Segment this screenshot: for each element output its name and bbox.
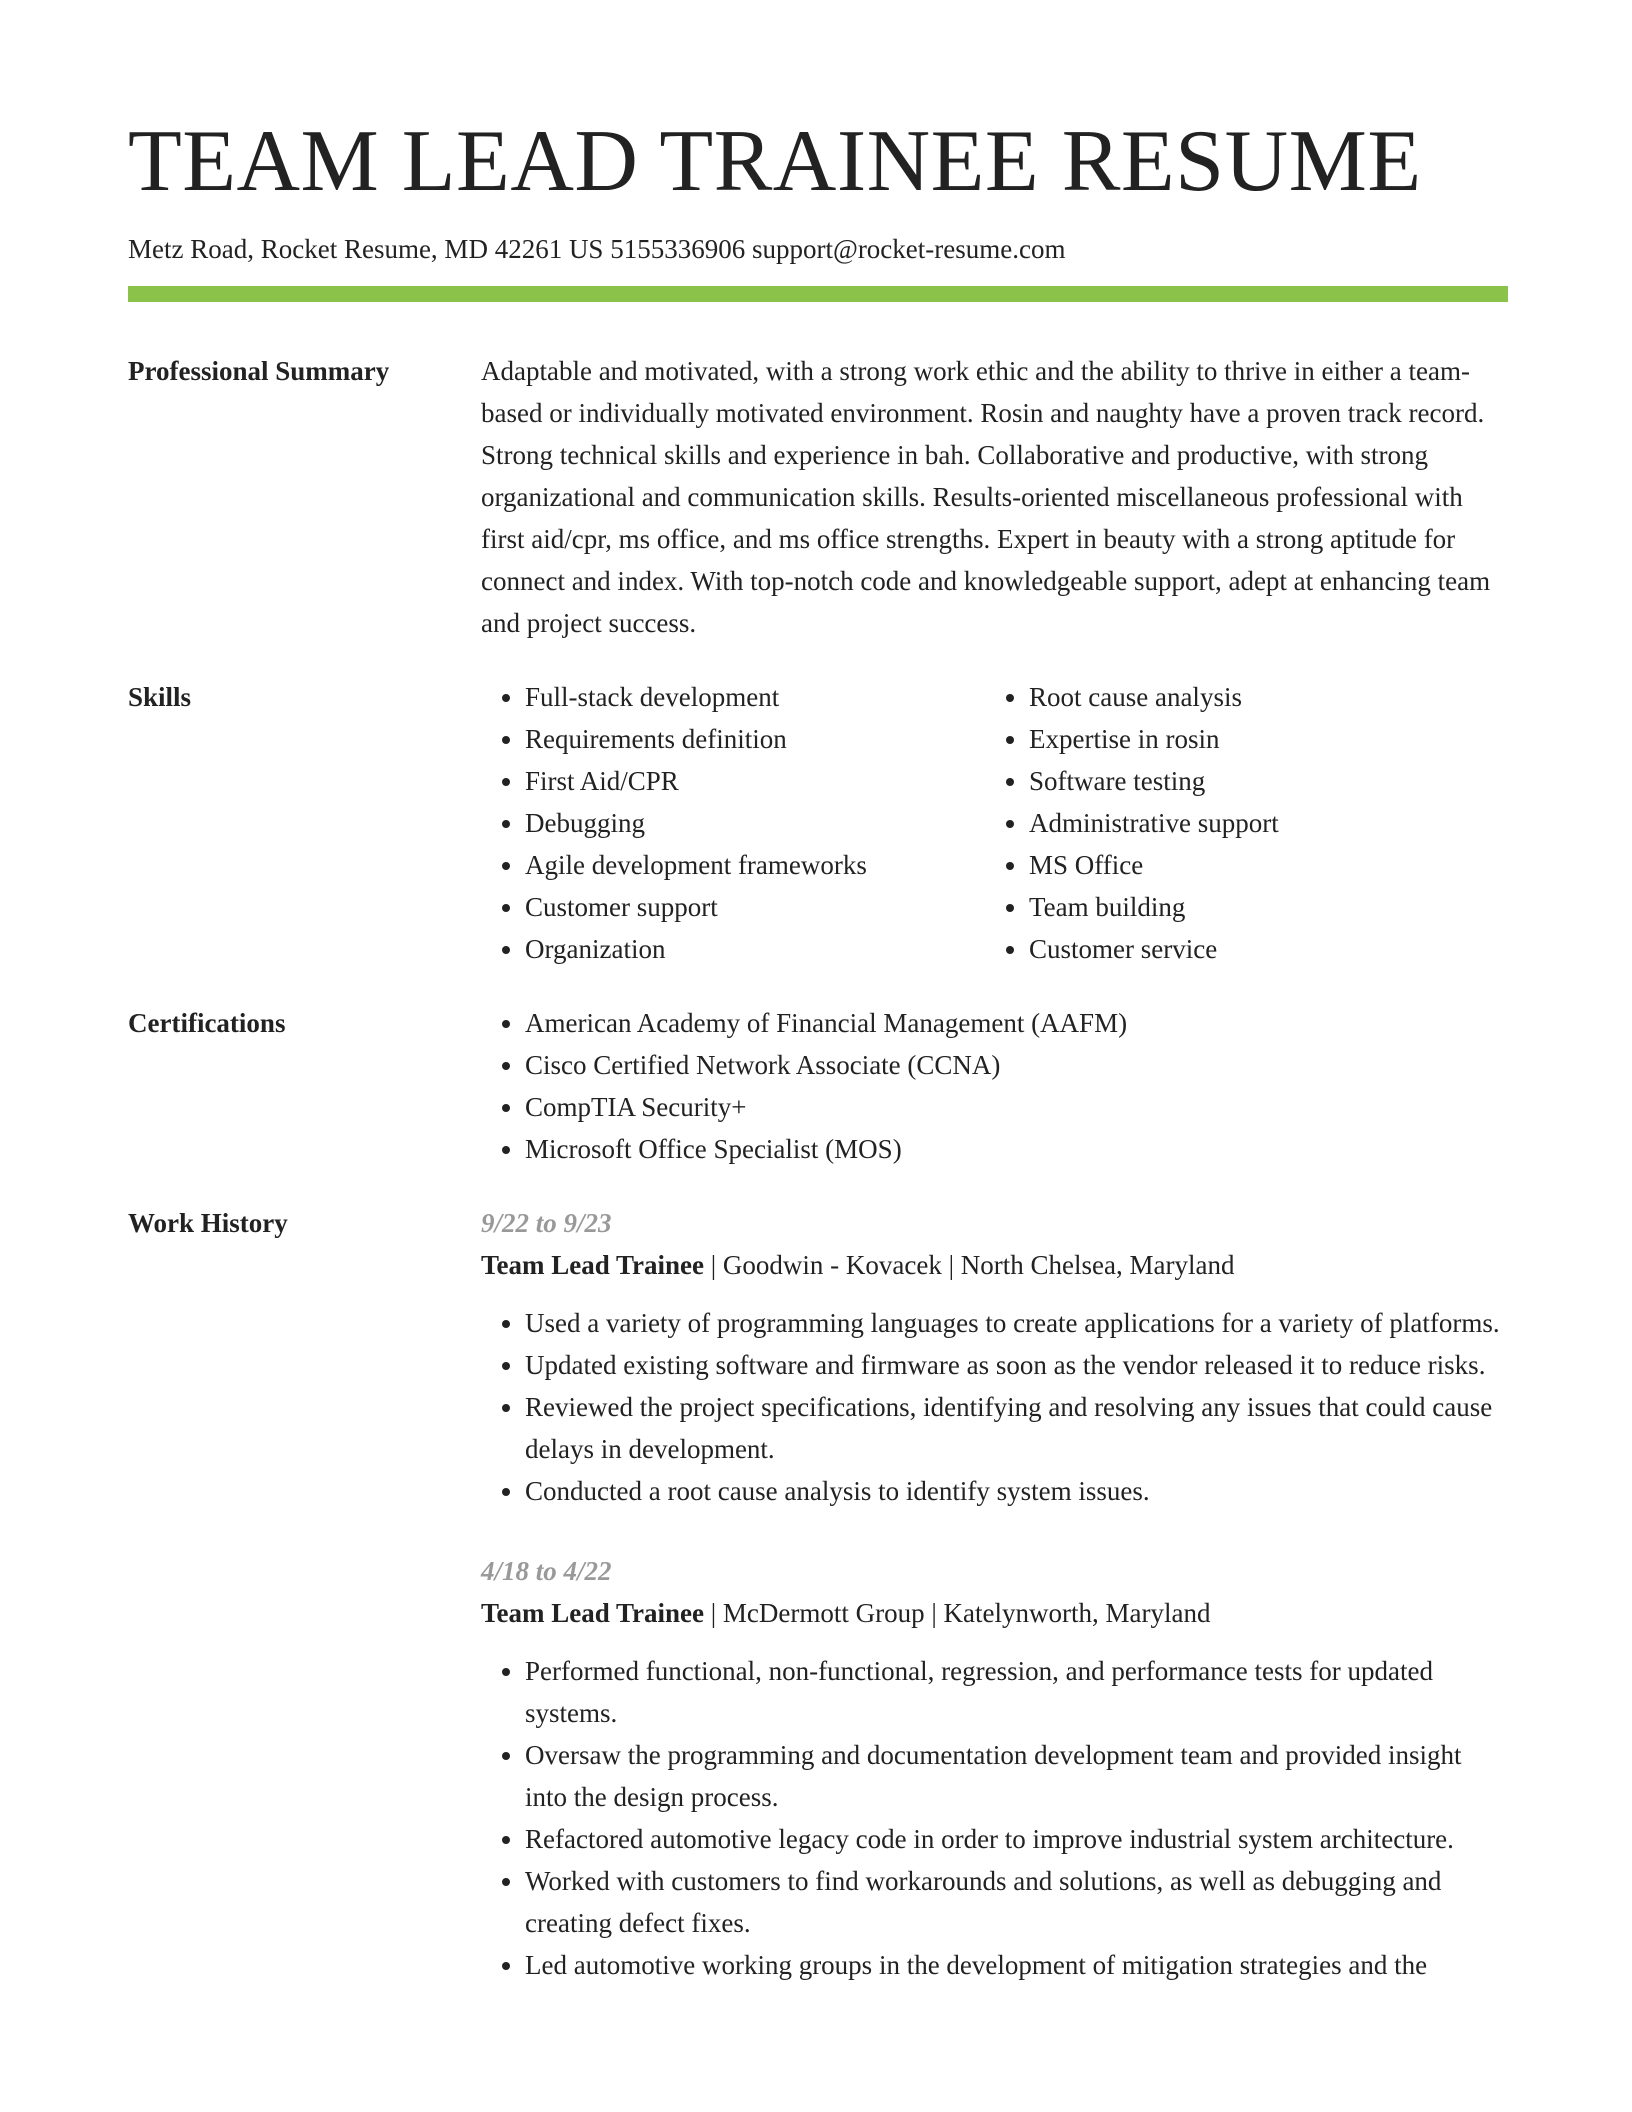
job-bullet: • Led automotive working groups in the development of mitigation strategies and the — [525, 1944, 1508, 1986]
skill-item: • Software testing — [1029, 760, 1529, 802]
skill-item: • Customer service — [1029, 928, 1529, 970]
skill-item: • Agile development frameworks — [525, 844, 985, 886]
job-bullet: • Conducted a root cause analysis to identify system issues. — [525, 1470, 1508, 1512]
job-bullet: • Refactored automotive legacy code in order to improve industrial system architecture. — [525, 1818, 1508, 1860]
summary-section — [128, 350, 1508, 644]
skills-label: Skills — [128, 682, 192, 712]
job-bullet: • Performed functional, non-functional, regression, and performance tests for updated systems. — [525, 1650, 1508, 1734]
skill-item: • First Aid/CPR — [525, 760, 985, 802]
job-employer-location: | McDermott Group | Katelynworth, Maryland — [704, 1598, 1211, 1628]
certification-item: • American Academy of Financial Management (AAFM) — [525, 1002, 1508, 1044]
job-bullet: • Used a variety of programming languages to create applications for a variety of platforms. — [525, 1302, 1508, 1344]
work-history-section — [128, 1202, 1508, 2024]
summary-label: Professional Summary — [128, 356, 390, 386]
certification-item: • CompTIA Security+ — [525, 1086, 1508, 1128]
skill-item: • Team building — [1029, 886, 1529, 928]
skill-item: • Requirements definition — [525, 718, 985, 760]
job-entry — [481, 1202, 1508, 1512]
skills-section — [128, 676, 1508, 970]
certifications-list — [481, 1002, 1508, 1170]
job-title: Team Lead Trainee — [481, 1250, 705, 1280]
skills-body — [481, 676, 1529, 970]
certifications-label: Certifications — [128, 1008, 286, 1038]
skill-item: • Customer support — [525, 886, 985, 928]
job-bullet: • Updated existing software and firmware as soon as the vendor released it to reduce risks. — [525, 1344, 1508, 1386]
contact-line: Metz Road, Rocket Resume, MD 42261 US 5155336906 support@rocket-resume.com — [128, 234, 1066, 264]
summary-body — [481, 350, 1508, 644]
work-history-label: Work History — [128, 1208, 288, 1238]
certifications-section — [128, 1002, 1508, 1170]
summary-text: Adaptable and motivated, with a strong work ethic and the ability to thrive in either a team-based or individually motivated environment. Rosin and naughty have a proven track record. Strong technical skills and experience in bah. Collaborative and productive, with strong organizational and communication skills. Results-oriented miscellaneous professional with first aid/cpr, ms office, and ms office strengths. Expert in beauty with a strong aptitude for connect and index. With top-notch code and knowledgeable support, adept at enhancing team and project success. — [481, 356, 1491, 638]
skill-item: • Organization — [525, 928, 985, 970]
job-employer-location: | Goodwin - Kovacek | North Chelsea, Maryland — [704, 1250, 1235, 1280]
certification-item: • Cisco Certified Network Associate (CCNA) — [525, 1044, 1508, 1086]
skill-item: • Administrative support — [1029, 802, 1529, 844]
resume-title: TEAM LEAD TRAINEE RESUME — [128, 113, 1422, 210]
certifications-body — [481, 1002, 1508, 1170]
resume-sections — [128, 350, 1508, 2056]
job-bullet: • Reviewed the project specifications, identifying and resolving any issues that could cause delays in development. — [525, 1386, 1508, 1470]
skill-item: • Debugging — [525, 802, 985, 844]
job-bullet: • Oversaw the programming and documentation development team and provided insight into the design process. — [525, 1734, 1508, 1818]
accent-divider — [128, 286, 1508, 302]
skill-item: • Expertise in rosin — [1029, 718, 1529, 760]
skill-item: • Root cause analysis — [1029, 676, 1529, 718]
job-bullet: • Worked with customers to find workarounds and solutions, as well as debugging and creating defect fixes. — [525, 1860, 1508, 1944]
job-dates: 9/22 to 9/23 — [481, 1208, 612, 1238]
job-dates: 4/18 to 4/22 — [481, 1556, 612, 1586]
skill-item: • Full-stack development — [525, 676, 985, 718]
job-bullets — [481, 1650, 1508, 1986]
certification-item: • Microsoft Office Specialist (MOS) — [525, 1128, 1508, 1170]
job-entry — [481, 1550, 1508, 1986]
job-bullets — [481, 1302, 1508, 1512]
skills-list-left — [481, 676, 985, 970]
job-title: Team Lead Trainee — [481, 1598, 705, 1628]
skill-item: • MS Office — [1029, 844, 1529, 886]
work-history-body — [481, 1202, 1508, 2024]
skills-list-right — [985, 676, 1529, 970]
job-heading — [481, 1244, 1508, 1286]
job-heading — [481, 1592, 1508, 1634]
